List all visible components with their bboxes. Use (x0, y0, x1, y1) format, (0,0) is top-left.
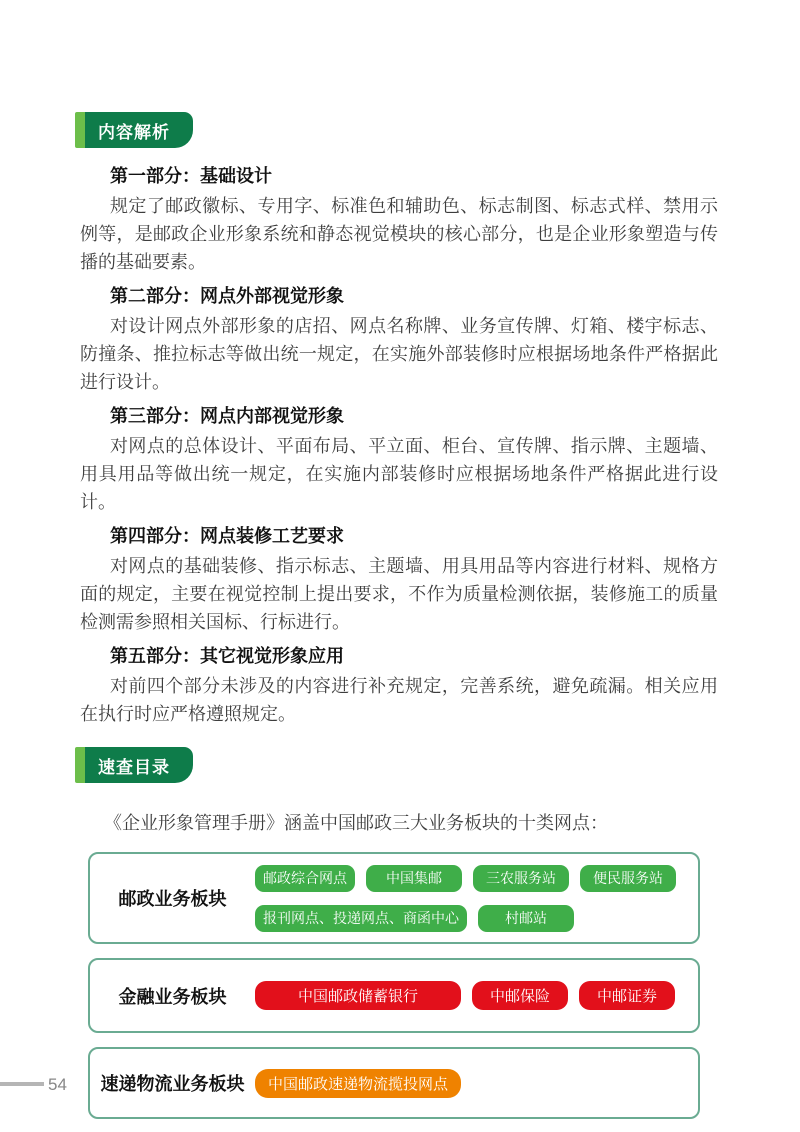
tag-postal-savings-bank: 中国邮政储蓄银行 (255, 981, 461, 1010)
badge-title: 速查目录 (85, 747, 193, 783)
tag-china-philately: 中国集邮 (366, 865, 462, 892)
tag-convenience-service-station: 便民服务站 (580, 865, 676, 892)
section-heading-part1: 第一部分：基础设计 (110, 166, 272, 186)
postal-box-label: 邮政业务板块 (118, 889, 227, 909)
section-heading-part2: 第二部分：网点外部视觉形象 (110, 286, 344, 306)
section-badge-quick-directory (75, 747, 193, 783)
postal-tag-group (255, 865, 698, 932)
section-body-part1: 规定了邮政徽标、专用字、标准色和辅助色、标志制图、标志式样、禁用示例等，是邮政企业形象系统和静态视觉模块的核心部分，也是企业形象塑造与传播的基础要素。 (80, 196, 718, 272)
logistics-tag-group (255, 1069, 698, 1098)
logistics-box-label: 速递物流业务板块 (100, 1074, 245, 1094)
section-body-part2: 对设计网点外部形象的店招、网点名称牌、业务宣传牌、灯箱、楼宇标志、防撞条、推拉标志等做出统一规定，在实施外部装修时应根据场地条件严格据此进行设计。 (80, 316, 718, 392)
postal-business-box (88, 852, 700, 944)
logistics-business-box (88, 1047, 700, 1119)
badge-title: 内容解析 (85, 112, 193, 148)
section-heading-part4: 第四部分：网点装修工艺要求 (110, 526, 344, 546)
finance-tag-group (255, 981, 698, 1010)
page-number: 54 (48, 1075, 67, 1094)
section-body-part5: 对前四个部分未涉及的内容进行补充规定，完善系统，避免疏漏。相关应用在执行时应严格遵照规定。 (80, 676, 718, 724)
footer-rule (0, 1082, 44, 1086)
content-analysis-body (80, 162, 718, 728)
section-badge-content-analysis (75, 112, 193, 148)
tag-postal-comprehensive-outlet: 邮政综合网点 (255, 865, 355, 892)
finance-business-box (88, 958, 700, 1033)
section-heading-part3: 第三部分：网点内部视觉形象 (110, 406, 344, 426)
tag-ems-logistics-pickup-outlet: 中国邮政速递物流揽投网点 (255, 1069, 461, 1098)
directory-intro-text: 《企业形象管理手册》涵盖中国邮政三大业务板块的十类网点： (104, 813, 608, 833)
finance-box-label: 金融业务板块 (118, 986, 227, 1007)
tag-rural-service-station: 三农服务站 (473, 865, 569, 892)
section-heading-part5: 第五部分：其它视觉形象应用 (110, 646, 344, 666)
tag-china-post-insurance: 中邮保险 (472, 981, 568, 1010)
section-body-part3: 对网点的总体设计、平面布局、平立面、柜台、宣传牌、指示牌、主题墙、用具用品等做出统一规定，在实施内部装修时应根据场地条件严格据此进行设计。 (80, 436, 718, 512)
badge-accent-strip (75, 747, 85, 783)
tag-village-post-station: 村邮站 (478, 905, 574, 932)
tag-china-post-securities: 中邮证券 (579, 981, 675, 1010)
tag-press-delivery-mail-center: 报刊网点、投递网点、商函中心 (255, 905, 467, 932)
business-block-boxes (88, 852, 800, 1119)
section-body-part4: 对网点的基础装修、指示标志、主题墙、用具用品等内容进行材料、规格方面的规定，主要在视觉控制上提出要求，不作为质量检测依据，装修施工的质量检测需参照相关国标、行标进行。 (80, 556, 718, 632)
badge-accent-strip (75, 112, 85, 148)
